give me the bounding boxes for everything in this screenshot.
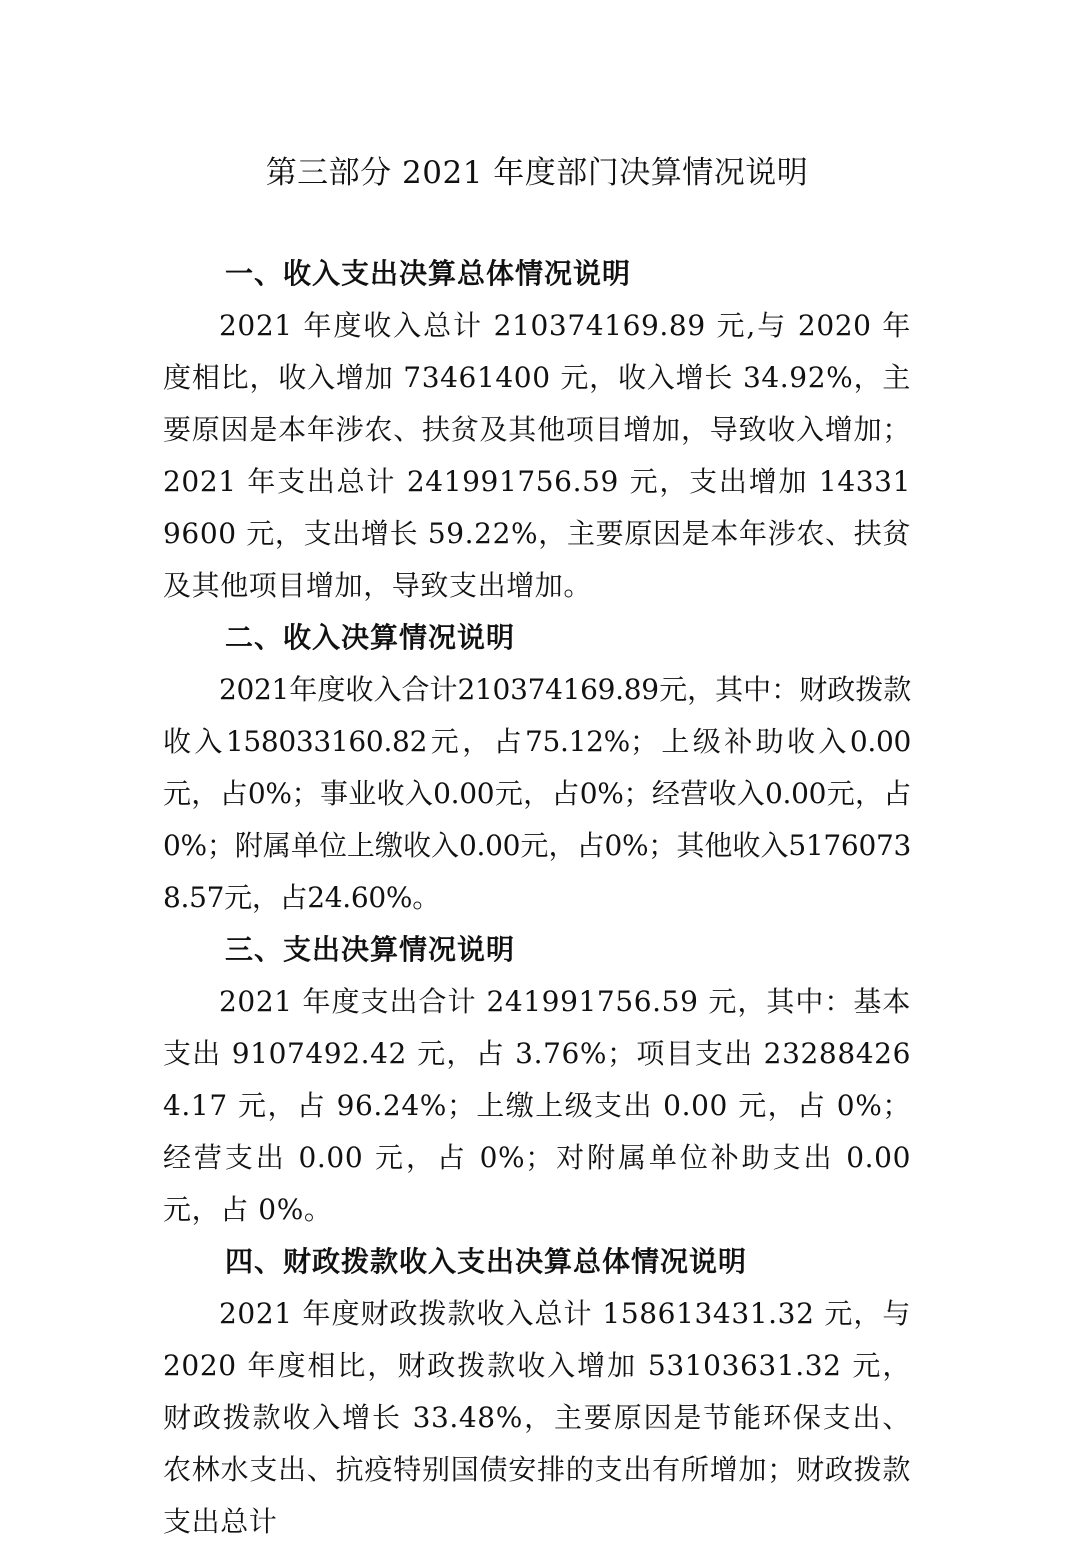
section-paragraph-1: 2021 年度收入总计 210374169.89 元,与 2020 年度相比，收入增加 73461400 元，收入增长 34.92%，主要原因是本年涉农、扶贫及其他项目增加，导致收入增加；2021 年支出总计 241991756.59 元，支出增加 143319600 元，支出增长 59.22%，主要原因是本年涉农、扶贫及其他项目增加，导致支出增加。 [163,309,911,602]
section-paragraph-3: 2021 年度支出合计 241991756.59 元，其中：基本支出 9107492.42 元，占 3.76%；项目支出 232884264.17 元，占 96.24%；上缴上级支出 0.00 元，占 0%；经营支出 0.00 元，占 0%；对附属单位补助支出 0.00 元，占 0%。 [163,985,911,1226]
document-body [163,248,911,1548]
section-heading-3: 三、支出决算情况说明 [225,933,516,966]
section-paragraph-2: 2021年度收入合计210374169.89元，其中：财政拨款收入158033160.82元，占75.12%；上级补助收入0.00元，占0%；事业收入0.00元，占0%；经营收入0.00元，占0%；附属单位上缴收入0.00元，占0%；其他收入51760738.57元，占24.60%。 [163,673,911,914]
section-heading-2: 二、收入决算情况说明 [225,621,516,654]
section-heading-4: 四、财政拨款收入支出决算总体情况说明 [225,1245,748,1278]
page-title: 第三部分 2021 年度部门决算情况说明 [265,155,809,191]
section-heading-1: 一、收入支出决算总体情况说明 [225,257,632,290]
section-paragraph-4: 2021 年度财政拨款收入总计 158613431.32 元，与 2020 年度相比，财政拨款收入增加 53103631.32 元，财政拨款收入增长 33.48%，主要原因是节能环保支出、农林水支出、抗疫特别国债安排的支出有所增加；财政拨款支出总计 [163,1297,911,1538]
